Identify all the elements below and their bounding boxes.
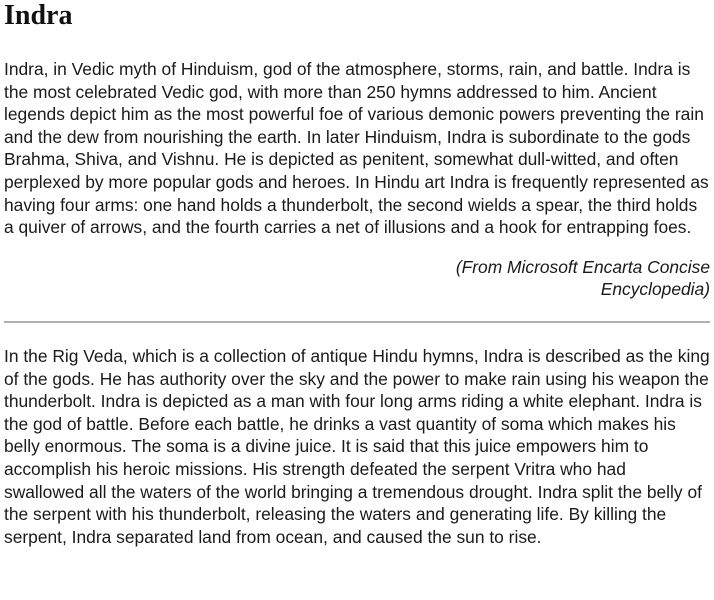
- page-title: Indra: [4, 0, 73, 31]
- citation-line-2: Encyclopedia): [600, 279, 710, 300]
- rig-veda-paragraph: In the Rig Veda, which is a collection of antique Hindu hymns, Indra is described as the king of the gods. He has authority over the sky and the power to make rain using his weapon the thunderbolt. Indra is depicted as a man with four long arms riding a white elephant. Indra is the god of battle. Before each battle, he drinks a vast quantity of soma which makes his belly enormous. The soma is a divine juice. It is said that this juice empowers him to accomplish his heroic missions. His strength defeated the serpent Vritra who had swallowed all the waters of the world bringing a tremendous drought. Indra split the belly of the serpent with his thunderbolt, releasing the waters and generating life. By killing the serpent, Indra separated land from ocean, and caused the sun to rise.: [4, 345, 710, 547]
- encyclopedia-paragraph: Indra, in Vedic myth of Hinduism, god of the atmosphere, storms, rain, and battle. Indra is the most celebrated Vedic god, with more than 250 hymns addressed to him. Ancient legends depict him as the most powerful foe of various demonic powers preventing the rain and the dew from nourishing the earth. In later Hinduism, Indra is subordinate to the gods Brahma, Shiva, and Vishnu. He is depicted as penitent, somewhat dull-witted, and often perplexed by more popular gods and heroes. In Hindu art Indra is frequently represented as having four arms: one hand holds a thunderbolt, the second wields a spear, the third holds a quiver of arrows, and the fourth carries a net of illusions and a hook for entrapping foes.: [4, 59, 709, 238]
- citation: [4, 256, 710, 301]
- horizontal-divider: [4, 321, 710, 323]
- citation-line-1: (From Microsoft Encarta Concise: [455, 256, 710, 277]
